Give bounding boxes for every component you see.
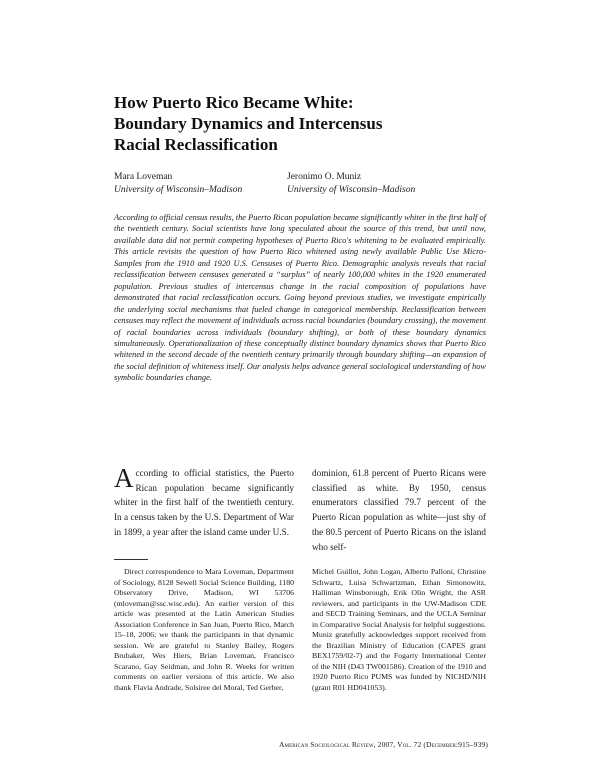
author-name: Jeronimo O. Muniz [287,172,362,182]
journal-name: American Sociological Review [278,740,374,749]
title-line: Boundary Dynamics and Intercensus [114,114,383,133]
author-name: Mara Loveman [114,172,173,182]
title-line: Racial Reclassification [114,135,278,154]
author-affiliation: University of Wisconsin–Madison [114,185,243,195]
journal-issue: , 2007, Vol. 72 (December:915–939) [373,740,488,749]
author-affiliation: University of Wisconsin–Madison [287,185,416,195]
footnote-right: Michel Guillot, John Logan, Alberto Palloni, Christine Schwartz, Luisa Schwartzman, Ethan Simonowitz, Halliman Winsborough, Erik Olin Wright, the ASR reviewers, and participants in the UW-Madison CDE and SECD Training Seminars, and the UCLA Seminar in Comparative Social Analysis for helpful suggestions. Muniz gratefully acknowledges support received from the Brazilian Ministry of Education (CAPES grant BEX1759/02-7) and the Fogarty International Center of the NIH (D43 TW001586). Creation of the 1910 and 1920 Puerto Rico PUMS was funded by NICHD/NIH (grant R01 HD041053). [312,567,486,693]
body-column-left [114,463,294,540]
body-text: ccording to official statistics, the Puerto Rican population became significantly whiter in the first half of the twentieth century. In a census taken by the U.S. Department of War in 1899, a year after the island came under U.S. [114,468,294,537]
author-block [287,171,415,197]
body-column-right: dominion, 61.8 percent of Puerto Ricans were classified as white. By 1950, census enumerators classified 79.7 percent of the Puerto Rican population as white—just shy of the 80.5 percent of Puerto Ricans on the island who self- [312,468,486,552]
article-title [114,92,494,155]
footnote-left: Direct correspondence to Mara Loveman, Department of Sociology, 8128 Sewell Social Science Building, 1180 Observatory Drive, Madison, WI 53706 (mloveman@ssc.wisc.edu). An earlier version of this article was presented at the Latin American Studies Association Conference in San Juan, Puerto Rico, March 15–18, 2006; we thank the participants in that dynamic session. We are grateful to Stanley Bailey, Rogers Brubaker, Wes Hiers, Brian Loveman, Francisco Scarano, Gay Seidman, and John R. Weeks for written comments on earlier versions of this article. We also thank Flavia Andrade, Solsiree del Moral, Ted Gerber, [114,567,294,693]
journal-footer [228,740,488,749]
author-block [114,171,242,197]
title-line: How Puerto Rico Became White: [114,93,354,112]
abstract: According to official census results, the Puerto Rican population became significantly whiter in the first half of the twentieth century. Social scientists have long speculated about the source of this trend, but until now, available data did not permit competing hypotheses of Puerto Rico's whitening to be evaluated empirically. This article revisits the question of how Puerto Rico whitened using newly available Public Use Micro-Samples from the 1910 and 1920 U.S. Censuses of Puerto Rico. Demographic analysis reveals that racial reclassification between censuses generated a “surplus” of nearly 100,000 whites in the 1920 enumerated population. Previous studies of intercensus change in the racial composition of populations have demonstrated that racial reclassification occurs. Going beyond previous studies, we investigate empirically the underlying social mechanisms that fueled change in categorical membership. Reclassification between censuses may reflect the movement of individuals across racial boundaries (boundary crossing), the movement of racial boundaries across individuals (boundary shifting), or both of these boundary dynamics simultaneously. Operationalization of these conceptually distinct boundary dynamics shows that Puerto Rico whitened in the second decade of the twentieth century primarily through boundary shifting—an expansion of the social definition of whiteness itself. Our analysis helps advance general sociological understanding of how symbolic boundaries change. [114,213,486,383]
footnote-divider [114,559,148,560]
drop-cap: A [114,463,134,493]
